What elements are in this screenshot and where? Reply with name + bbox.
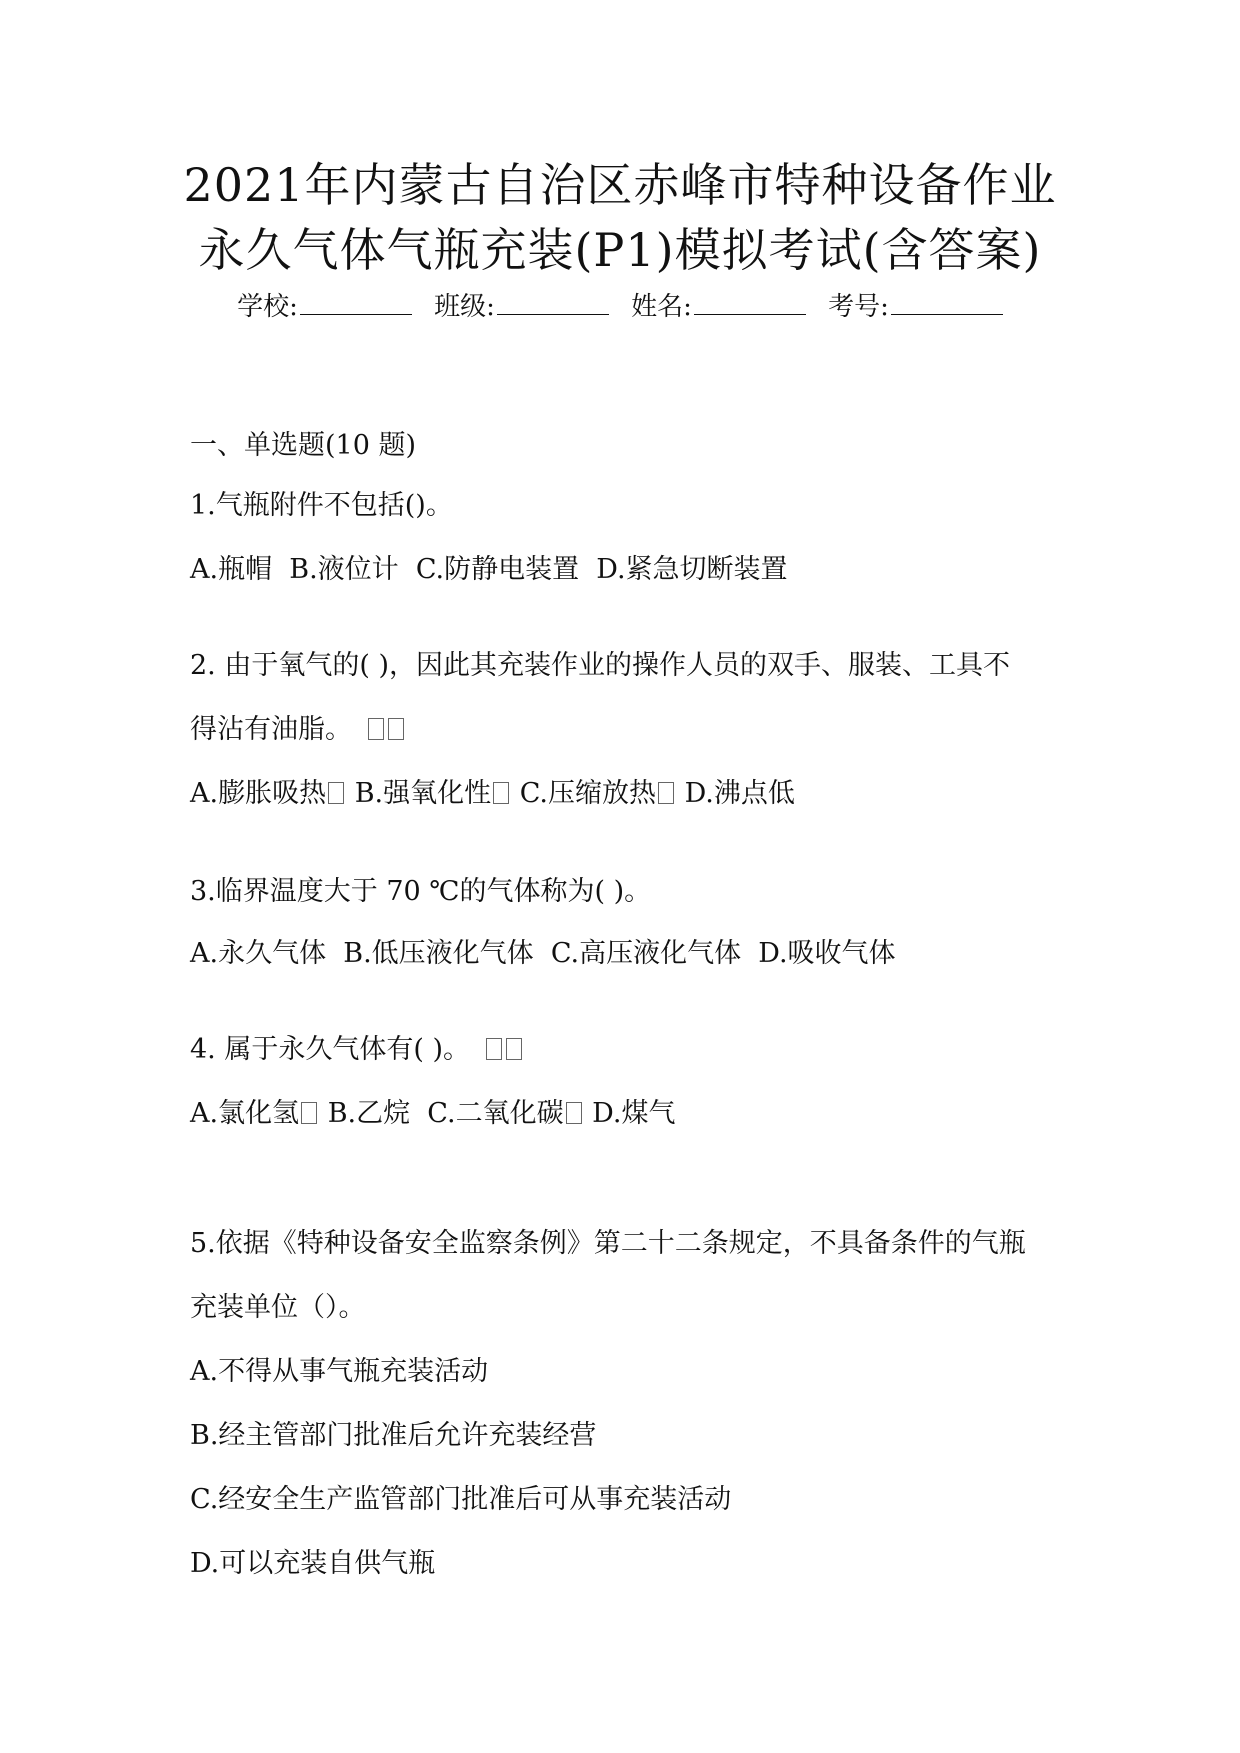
missing-glyph-icon: [658, 782, 674, 804]
school-label: 学校:: [237, 292, 298, 322]
missing-glyph-icon: [506, 1038, 522, 1060]
question-4-option-d: D.煤气: [592, 1098, 676, 1129]
question-3-options: A.永久气体 B.低压液化气体 C.高压液化气体 D.吸收气体: [190, 938, 896, 969]
question-2-option-d: D.沸点低: [684, 778, 795, 809]
question-4-option-b: B.乙烷: [327, 1098, 411, 1129]
question-2-stem-line2-wrap: [190, 712, 406, 748]
missing-glyph-icon: [388, 718, 404, 740]
question-5-stem-line2: 充装单位（）。: [190, 1292, 366, 1323]
question-4-options: [190, 1096, 675, 1132]
school-blank: [300, 290, 412, 315]
question-2-stem-line1: 2. 由于氧气的( )，因此其充装作业的操作人员的双手、服装、工具不: [190, 650, 1010, 681]
section-heading: 一、单选题(10 题): [190, 430, 417, 461]
question-3-stem: 3.临界温度大于 70 ℃的气体称为( )。: [190, 876, 652, 907]
class-blank: [497, 290, 609, 315]
question-5-option-c: C.经安全生产监管部门批准后可从事充装活动: [190, 1484, 732, 1515]
missing-glyph-icon: [486, 1038, 502, 1060]
name-label: 姓名:: [631, 292, 692, 322]
question-1-options: A.瓶帽 B.液位计 C.防静电装置 D.紧急切断装置: [190, 554, 788, 585]
question-1-stem: 1.气瓶附件不包括()。: [190, 490, 453, 521]
document-title-line2: 永久气体气瓶充装(P1)模拟考试(含答案): [198, 223, 1042, 277]
question-2-stem-line2: 得沾有油脂。: [190, 714, 352, 745]
exam-no-field: [828, 290, 1003, 324]
question-2-option-a: A.膨胀吸热: [190, 778, 327, 809]
question-5-option-a: A.不得从事气瓶充装活动: [190, 1356, 489, 1387]
class-field: [434, 290, 609, 324]
question-5-stem-line1: 5.依据《特种设备安全监察条例》第二十二条规定，不具备条件的气瓶: [190, 1228, 1026, 1259]
student-info-row: [0, 290, 1240, 324]
missing-glyph-icon: [368, 718, 384, 740]
question-5-option-b: B.经主管部门批准后允许充装经营: [190, 1420, 597, 1451]
missing-glyph-icon: [328, 782, 344, 804]
question-4-option-a: A.氯化氢: [190, 1098, 300, 1129]
class-label: 班级:: [434, 292, 495, 322]
question-4-stem: 4. 属于永久气体有( )。: [190, 1034, 470, 1065]
question-4-stem-wrap: [190, 1032, 524, 1068]
missing-glyph-icon: [566, 1102, 582, 1124]
exam-no-label: 考号:: [828, 292, 889, 322]
question-2-option-b: B.强氧化性: [354, 778, 492, 809]
name-blank: [694, 290, 806, 315]
question-5-option-d: D.可以充装自供气瓶: [190, 1548, 436, 1579]
document-title-line1: 2021年内蒙古自治区赤峰市特种设备作业: [183, 158, 1057, 212]
question-4-option-c: C.二氧化碳: [427, 1098, 564, 1129]
question-2-option-c: C.压缩放热: [519, 778, 656, 809]
school-field: [237, 290, 412, 324]
question-2-options: [190, 776, 795, 812]
exam-no-blank: [891, 290, 1003, 315]
missing-glyph-icon: [301, 1102, 317, 1124]
name-field: [631, 290, 806, 324]
missing-glyph-icon: [493, 782, 509, 804]
